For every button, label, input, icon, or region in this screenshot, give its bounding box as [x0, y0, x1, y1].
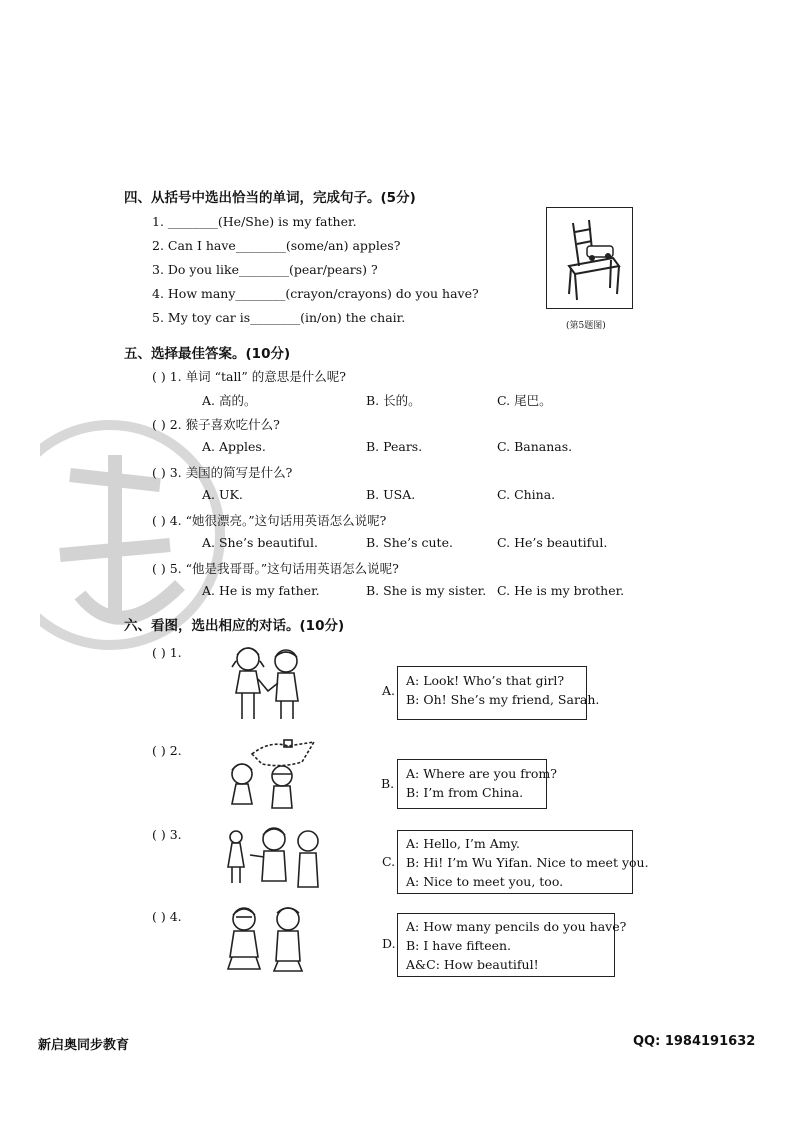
section-6-title: 六、看图，选出相应的对话。(10分): [124, 618, 345, 634]
s6-item-2: ( ) 2.: [152, 743, 182, 758]
s6-item-3: ( ) 3.: [152, 827, 182, 842]
option-d-letter: D.: [382, 936, 396, 951]
dialogue-a-line-2: B: Oh! She’s my friend, Sarah.: [406, 692, 600, 707]
s5-q4: ( ) 4. “她很漂亮。”这句话用英语怎么说呢?: [152, 513, 387, 528]
s5-q2-a: A. Apples.: [202, 439, 266, 454]
s5-q2: ( ) 2. 猴子喜欢吃什么?: [152, 417, 280, 432]
footer-brand: 新启奥同步教育: [38, 1038, 130, 1053]
s5-q5-a: A. He is my father.: [202, 583, 320, 598]
option-a-letter: A.: [382, 683, 396, 698]
dialogue-d-line-1: A: How many pencils do you have?: [406, 919, 627, 934]
s5-q3-a: A. UK.: [202, 487, 243, 502]
kids-map-picture-icon: [222, 738, 317, 812]
s5-q5-c: C. He is my brother.: [497, 583, 625, 598]
option-b-letter: B.: [381, 776, 395, 791]
s5-q1-a: A. 高的。: [202, 393, 257, 408]
kids-greeting-picture-icon: [222, 825, 322, 893]
s6-item-1: ( ) 1.: [152, 645, 182, 660]
s5-q5-b: B. She is my sister.: [366, 583, 487, 598]
option-c-letter: C.: [382, 854, 396, 869]
chair-figure: [546, 207, 633, 309]
s5-q1-c: C. 尾巴。: [497, 393, 552, 408]
dialogue-a-line-1: A: Look! Who’s that girl?: [406, 673, 565, 688]
s5-q3-b: B. USA.: [366, 487, 416, 502]
s5-q2-c: C. Bananas.: [497, 439, 573, 454]
dialogue-d-line-2: B: I have fifteen.: [406, 938, 512, 953]
s5-q3-c: C. China.: [497, 487, 556, 502]
s5-q5: ( ) 5. “他是我哥哥。”这句话用英语怎么说呢?: [152, 561, 399, 576]
section-4-title: 四、从括号中选出恰当的单词，完成句子。(5分): [124, 190, 416, 206]
s4-item-5: 5. My toy car is________(in/on) the chair.: [152, 310, 406, 325]
dialogue-box-c: [397, 830, 649, 894]
section-5-title: 五、选择最佳答案。(10分): [124, 346, 291, 362]
dialogue-box-a: [397, 666, 600, 720]
s4-item-3: 3. Do you like________(pear/pears) ?: [152, 262, 378, 277]
dialogue-c-line-2: B: Hi! I’m Wu Yifan. Nice to meet you.: [406, 855, 649, 870]
s4-item-2: 2. Can I have________(some/an) apples?: [152, 238, 401, 253]
s5-q4-a: A. She’s beautiful.: [202, 535, 318, 550]
s5-q2-b: B. Pears.: [366, 439, 423, 454]
s5-q4-c: C. He’s beautiful.: [497, 535, 608, 550]
dialogue-c-line-3: A: Nice to meet you, too.: [406, 874, 564, 889]
s5-q1-b: B. 长的。: [366, 393, 421, 408]
figure-caption: (第5题图): [566, 321, 606, 331]
kids-pencils-picture-icon: [222, 903, 317, 975]
dialogue-d-line-3: A&C: How beautiful!: [406, 957, 539, 972]
s5-q1: ( ) 1. 单词 “tall” 的意思是什么呢?: [152, 369, 347, 384]
s4-item-1: 1. ________(He/She) is my father.: [152, 214, 357, 229]
dialogue-box-b: [397, 759, 557, 809]
kids-handshake-picture-icon: [222, 643, 312, 723]
dialogue-box-d: [397, 913, 627, 977]
s5-q4-b: B. She’s cute.: [366, 535, 453, 550]
s5-q3: ( ) 3. 美国的简写是什么?: [152, 465, 293, 480]
s4-item-4: 4. How many________(crayon/crayons) do you have?: [152, 286, 479, 301]
dialogue-b-line-1: A: Where are you from?: [406, 766, 557, 781]
dialogue-b-line-2: B: I’m from China.: [406, 785, 524, 800]
footer-qq: QQ: 1984191632: [633, 1034, 756, 1049]
s6-item-4: ( ) 4.: [152, 909, 182, 924]
dialogue-c-line-1: A: Hello, I’m Amy.: [406, 836, 520, 851]
chair-with-toy-car-icon: [547, 208, 632, 308]
